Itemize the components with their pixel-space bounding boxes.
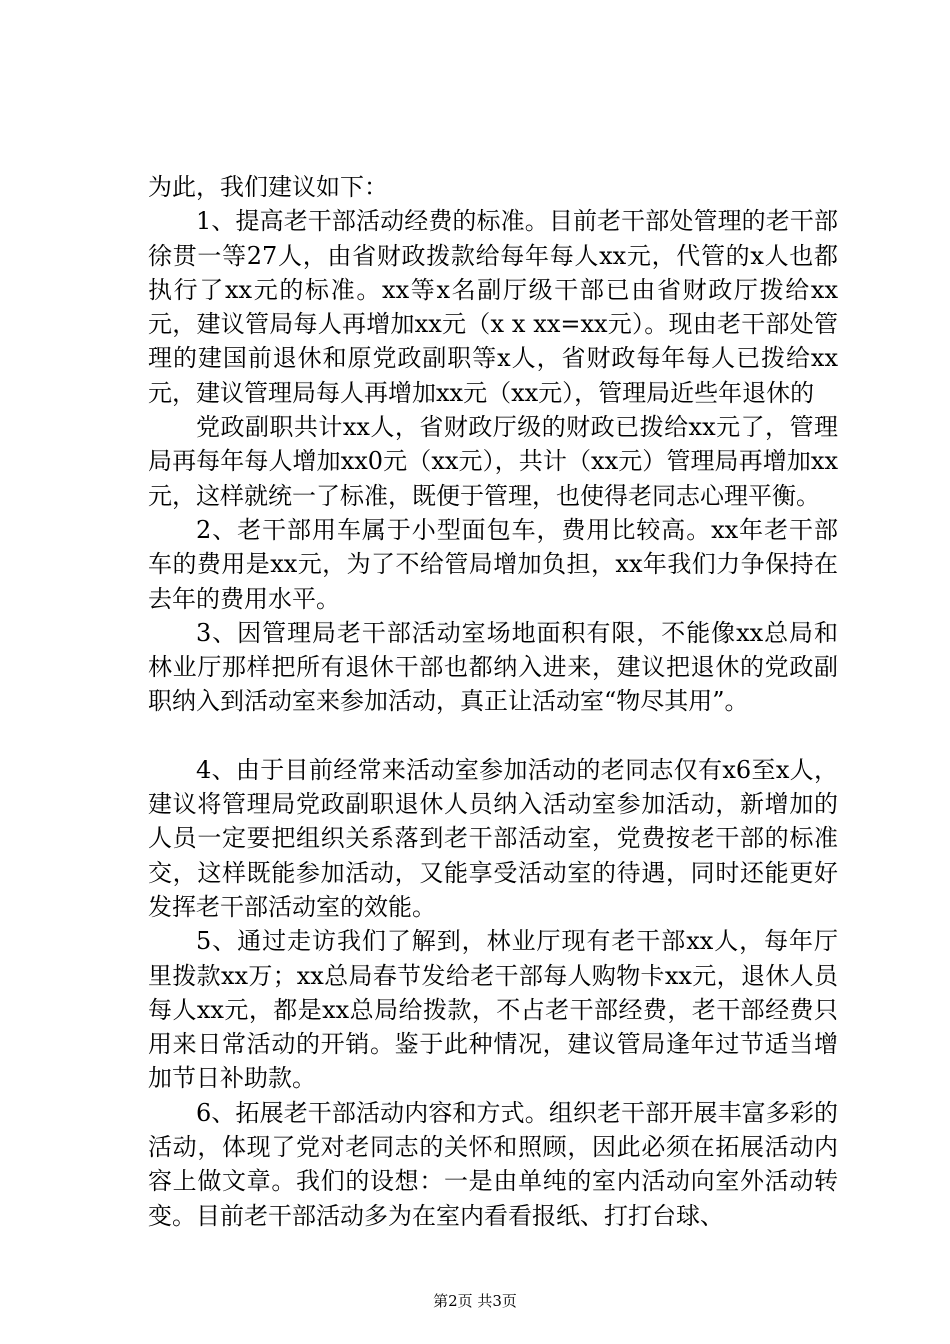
suggestion-1-continued-paragraph: 党政副职共计xx人，省财政厅级的财政已拨给xx元了，管理局再每年每人增加xx0元（xx元），共计（xx元）管理局再增加xx元，这样就统一了标准，既便于管理，也使得老同志心理平衡。	[148, 413, 838, 510]
suggestion-4-paragraph: 4、由于目前经常来活动室参加活动的老同志仅有x6至x人，建议将管理局党政副职退休人员纳入活动室参加活动，新增加的人员一定要把组织关系落到老干部活动室，党费按老干部的标准交，这样既能参加活动，又能享受活动室的待遇，同时还能更好发挥老干部活动室的效能。	[148, 755, 838, 921]
suggestion-3-paragraph: 3、因管理局老干部活动室场地面积有限，不能像xx总局和林业厅那样把所有退休干部也都纳入进来，建议把退休的党政副职纳入到活动室来参加活动，真正让活动室“物尽其用”。	[148, 618, 838, 716]
suggestion-1-paragraph: 1、提高老干部活动经费的标准。目前老干部处管理的老干部徐贯一等27人，由省财政拨款给每年每人xx元，代管的x人也都执行了xx元的标准。xx等x名副厅级干部已由省财政厅拨给xx元，建议管局每人再增加xx元（x x xx=xx元）。现由老干部处管理的建国前退休和原党政副职等x人，省财政每年每人已拨给xx元，建议管理局每人再增加xx元（xx元），管理局近些年退休的	[148, 207, 838, 407]
suggestion-6-paragraph: 6、拓展老干部活动内容和方式。组织老干部开展丰富多彩的活动，体现了党对老同志的关怀和照顾，因此必须在拓展活动内容上做文章。我们的设想：一是由单纯的室内活动向室外活动转变。目前老干部活动多为在室内看看报纸、打打台球、	[148, 1098, 838, 1230]
page-footer: 第2页 共3页	[433, 1292, 517, 1310]
document-body	[148, 170, 838, 1233]
suggestion-5-paragraph: 5、通过走访我们了解到，林业厅现有老干部xx人，每年厅里拨款xx万；xx总局春节发给老干部每人购物卡xx元，退休人员每人xx元，都是xx总局给拨款，不占老干部经费，老干部经费只用来日常活动的开销。鉴于此种情况，建议管局逢年过节适当增加节日补助款。	[148, 927, 838, 1093]
suggestion-2-paragraph: 2、老干部用车属于小型面包车，费用比较高。xx年老干部车的费用是xx元，为了不给管局增加负担，xx年我们力争保持在去年的费用水平。	[148, 515, 838, 613]
intro-paragraph: 为此，我们建议如下：	[148, 173, 388, 201]
